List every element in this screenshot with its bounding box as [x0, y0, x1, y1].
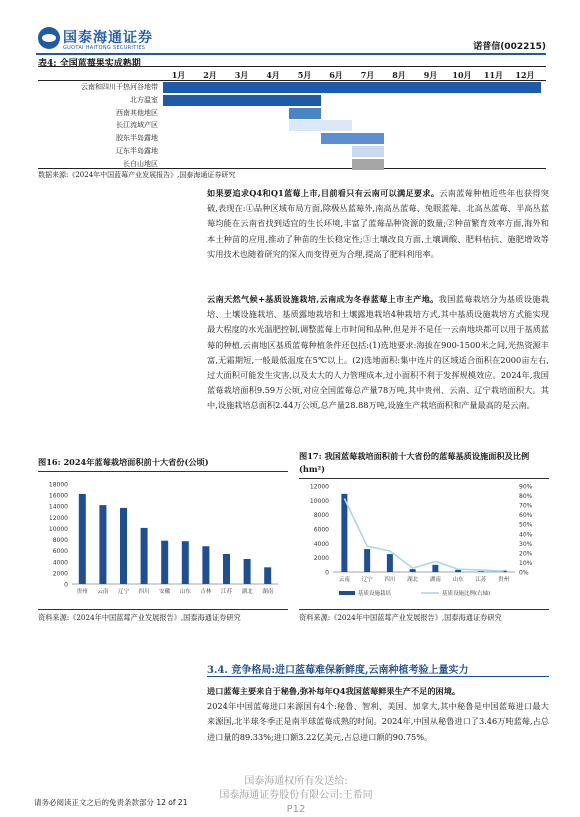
paragraph-lead: 进口蓝莓主要来自于秘鲁,弥补每年Q4我国蓝莓鲜果生产不足的困境。 [207, 686, 461, 696]
x-tick-label: 贵州 [498, 577, 510, 583]
paragraph-yunnan-substrate [207, 292, 549, 414]
y2-tick-label: 70% [519, 502, 533, 510]
x-tick-label: 贵州 [76, 589, 88, 595]
paragraph-body: 云南蓝莓种植近些年也获得突破,表现在:①品种区域布局方面,除极丛蓝莓外,南高丛蓝莓、兔眼蓝莓、北高丛蓝莓、半高丛蓝莓均能在云南省找到适宜的生长环境,丰富了蓝莓品种资源的数量;②种苗繁育效率方面,海外和本土种苗的应用,推动了种苗的生长稳定性;③土壤改良方面,土壤调酸、肥料枯抗、施肥增效等实用技术也随着研究的深入而变得更为合理,提高了肥料利用率。 [207, 188, 549, 259]
paragraph-lead: 云南天然气候+基质设施栽培,云南成为冬春蓝莓上市主产地。 [207, 294, 439, 304]
y2-tick-label: 40% [519, 531, 533, 539]
bar [455, 570, 461, 572]
paragraph-body: 2024年中国蓝莓进口来源国有4个:秘鲁、智利、美国、加拿大,其中秘鲁是中国蓝莓进口最大来源国,北半球冬季正是南半球蓝莓成熟的时间。2024年,中国从秘鲁进口了3.46万吨蓝莓,占总进口量的89.33%;进口额3.22亿美元,占总进口额的90.75%。 [207, 701, 549, 742]
bar [387, 554, 393, 572]
y-tick-label: 10000 [48, 525, 68, 533]
legend-label: 基质设施栽培 [358, 591, 392, 597]
header-divider [36, 53, 546, 55]
x-tick-label: 吉林 [200, 589, 212, 595]
disclaimer-footer: 请务必阅读正文之后的免责条款部分 12 of 21 [34, 798, 188, 807]
bar [120, 508, 127, 584]
figure17-source: 资料来源:《2024年中国蓝莓产业发展报告》,国泰海通证券研究 [299, 613, 502, 622]
ripening-bar [289, 120, 352, 131]
month-header: 12月 [515, 70, 535, 80]
figure17-title: 图17: 我国蓝莓栽培面积前十大省份的蓝莓基质设施面积及比例(hm²) [299, 451, 530, 474]
figure16-bottom-rule [38, 609, 288, 610]
month-header: 3月 [234, 70, 249, 80]
x-tick-label: 湖南 [429, 577, 441, 583]
y-tick-label: 4000 [52, 559, 68, 567]
x-tick-label: 湖北 [407, 577, 419, 583]
figure17-chart [299, 480, 549, 608]
y-tick-label: 8000 [313, 512, 329, 520]
bar [141, 528, 148, 584]
y2-tick-label: 60% [519, 512, 533, 520]
month-header: 2月 [203, 70, 217, 80]
y2-tick-label: 0% [519, 569, 529, 577]
x-tick-label: 辽宁 [117, 589, 130, 595]
y-tick-label: 16000 [48, 492, 68, 500]
table-source: 数据来源:《2024年中国蓝莓产业发展报告》,国泰海通证券研究 [38, 171, 236, 179]
y-tick-label: 10000 [309, 497, 329, 505]
y-tick-label: 6000 [313, 526, 329, 534]
figure16-rule [38, 471, 288, 472]
month-header: 5月 [297, 70, 312, 80]
ripening-bar [289, 108, 321, 119]
month-header: 7月 [360, 70, 375, 80]
bar [161, 541, 168, 584]
bar [432, 565, 438, 572]
bar [99, 505, 106, 584]
bar [202, 546, 209, 584]
y-tick-label: 18000 [48, 481, 68, 489]
y2-tick-label: 10% [519, 559, 533, 567]
figure16-chart [38, 476, 288, 606]
stock-code: 诺普信(002215) [473, 42, 546, 52]
month-header: 4月 [266, 70, 280, 80]
y-tick-label: 2000 [52, 570, 68, 578]
table-row-label: 辽东半岛露地 [116, 147, 158, 155]
y2-tick-label: 20% [519, 550, 533, 558]
y-tick-label: 2000 [313, 555, 329, 563]
table-row-label: 长白山地区 [123, 159, 158, 168]
table-row-label: 西南其他地区 [116, 108, 158, 117]
figure17-rule [299, 478, 549, 479]
table-row-label: 长江流域产区 [116, 121, 158, 130]
legend-label: 基质设施比例(右轴) [442, 591, 491, 597]
y-tick-label: 4000 [313, 540, 329, 548]
bar [478, 571, 484, 572]
watermark-line1: 国泰海通权所有发送给: [244, 776, 348, 787]
y-tick-label: 6000 [52, 548, 68, 556]
company-logo-icon [38, 27, 60, 49]
y2-tick-label: 50% [519, 521, 533, 529]
month-header: 8月 [392, 70, 406, 80]
month-header: 6月 [329, 70, 343, 80]
bar [364, 549, 370, 572]
ripening-bar [352, 159, 384, 170]
x-tick-label: 湖南 [262, 589, 274, 595]
ripening-period-table [38, 66, 546, 169]
paragraph-imports [207, 684, 549, 745]
x-tick-label: 江苏 [475, 577, 487, 583]
y-tick-label: 12000 [309, 483, 329, 491]
y-tick-label: 12000 [48, 514, 68, 522]
x-tick-label: 安徽 [159, 589, 171, 595]
bar [182, 541, 189, 584]
ripening-bar [163, 82, 541, 93]
ripening-bar [321, 133, 384, 144]
x-tick-label: 江苏 [220, 589, 233, 595]
legend-swatch-bar [339, 591, 355, 595]
ripening-bar [352, 146, 384, 157]
y-tick-label: 0 [64, 581, 68, 589]
y-tick-label: 0 [325, 569, 329, 577]
bar [410, 569, 416, 572]
table-title: 表4: 全国蓝莓果实成熟期 [38, 59, 141, 69]
x-tick-label: 辽宁 [361, 577, 373, 583]
figure16-source: 资料来源:《2024年中国蓝莓产业发展报告》,国泰海通证券研究 [38, 613, 241, 622]
ripening-bar [163, 95, 321, 106]
x-tick-label: 云南 [338, 577, 350, 583]
x-tick-label: 山东 [452, 577, 464, 583]
y2-tick-label: 30% [519, 540, 533, 548]
x-tick-label: 山东 [179, 589, 191, 595]
month-header: 11月 [483, 70, 504, 80]
y2-tick-label: 90% [519, 483, 533, 491]
bar [264, 567, 271, 584]
bar [341, 494, 347, 572]
section-rule [207, 676, 549, 677]
bar [244, 559, 251, 584]
month-header: 10月 [452, 70, 472, 80]
figure16-title: 图16: 2024年蓝莓栽培面积前十大省份(公顷) [38, 457, 209, 467]
section-title: 3.4. 竞争格局:进口蓝莓难保新鲜度,云南种植考验上量实力 [207, 665, 469, 676]
x-tick-label: 四川 [384, 577, 396, 583]
paragraph-body: 我国蓝莓栽培分为基质设施栽培、土壤设施栽培、基质露地栽培和土壤露地栽培4种栽培方式,其中基质设施栽培方式能实现最大程度的水光温肥控制,调整蓝莓上市时间和品种,但是并不是任一云南地块都可以用于基质蓝莓的种植,云南地区基质蓝莓种植条件还包括:(1)选地要求:海拔在900-1500米之间,光热资源丰富,无霜期短,一般最低温度在5℃以上。(2)选地面积:集中连片的区域适合面积在2000亩左右,过大面积可能发生灾害,以及太大的人力管理成本,过小面积不利于发挥规模效应。2024年,我国蓝莓栽培面积9.59万公顷,对应全国蓝莓总产量78万吨,其中贵州、云南、辽宁栽培面积大。其中,设施栽培总面积2.44万公顷,总产量28.88万吨,设施生产栽培面积和产量最高的是云南。 [207, 294, 549, 411]
figure17-bottom-rule [299, 609, 549, 610]
y-tick-label: 8000 [52, 537, 68, 545]
month-header: 9月 [423, 70, 438, 80]
month-header: 1月 [171, 70, 186, 80]
y-tick-label: 14000 [48, 503, 68, 511]
paragraph-lead: 如果要追求Q4和Q1蓝莓上市,目前看只有云南可以满足要求。 [207, 188, 440, 198]
company-name-en: GUOTAI HAITONG SECURITIES [63, 45, 146, 51]
table-row-label: 云南和四川干热河谷地带 [81, 83, 158, 91]
x-tick-label: 云南 [97, 589, 109, 595]
bar [223, 554, 230, 584]
bar [79, 494, 86, 584]
y2-tick-label: 80% [519, 493, 533, 501]
watermark-line2: 国泰海通证券股份有限公司:王希同 P12 [219, 790, 373, 815]
x-tick-label: 湖北 [241, 589, 253, 595]
x-tick-label: 四川 [138, 589, 150, 595]
paragraph-yunnan-q4 [207, 186, 549, 262]
table-row-label: 北方温室 [130, 95, 158, 104]
table-row-label: 胶东半岛露地 [116, 134, 158, 143]
company-name-cn: 国泰海通证券 [63, 30, 153, 46]
